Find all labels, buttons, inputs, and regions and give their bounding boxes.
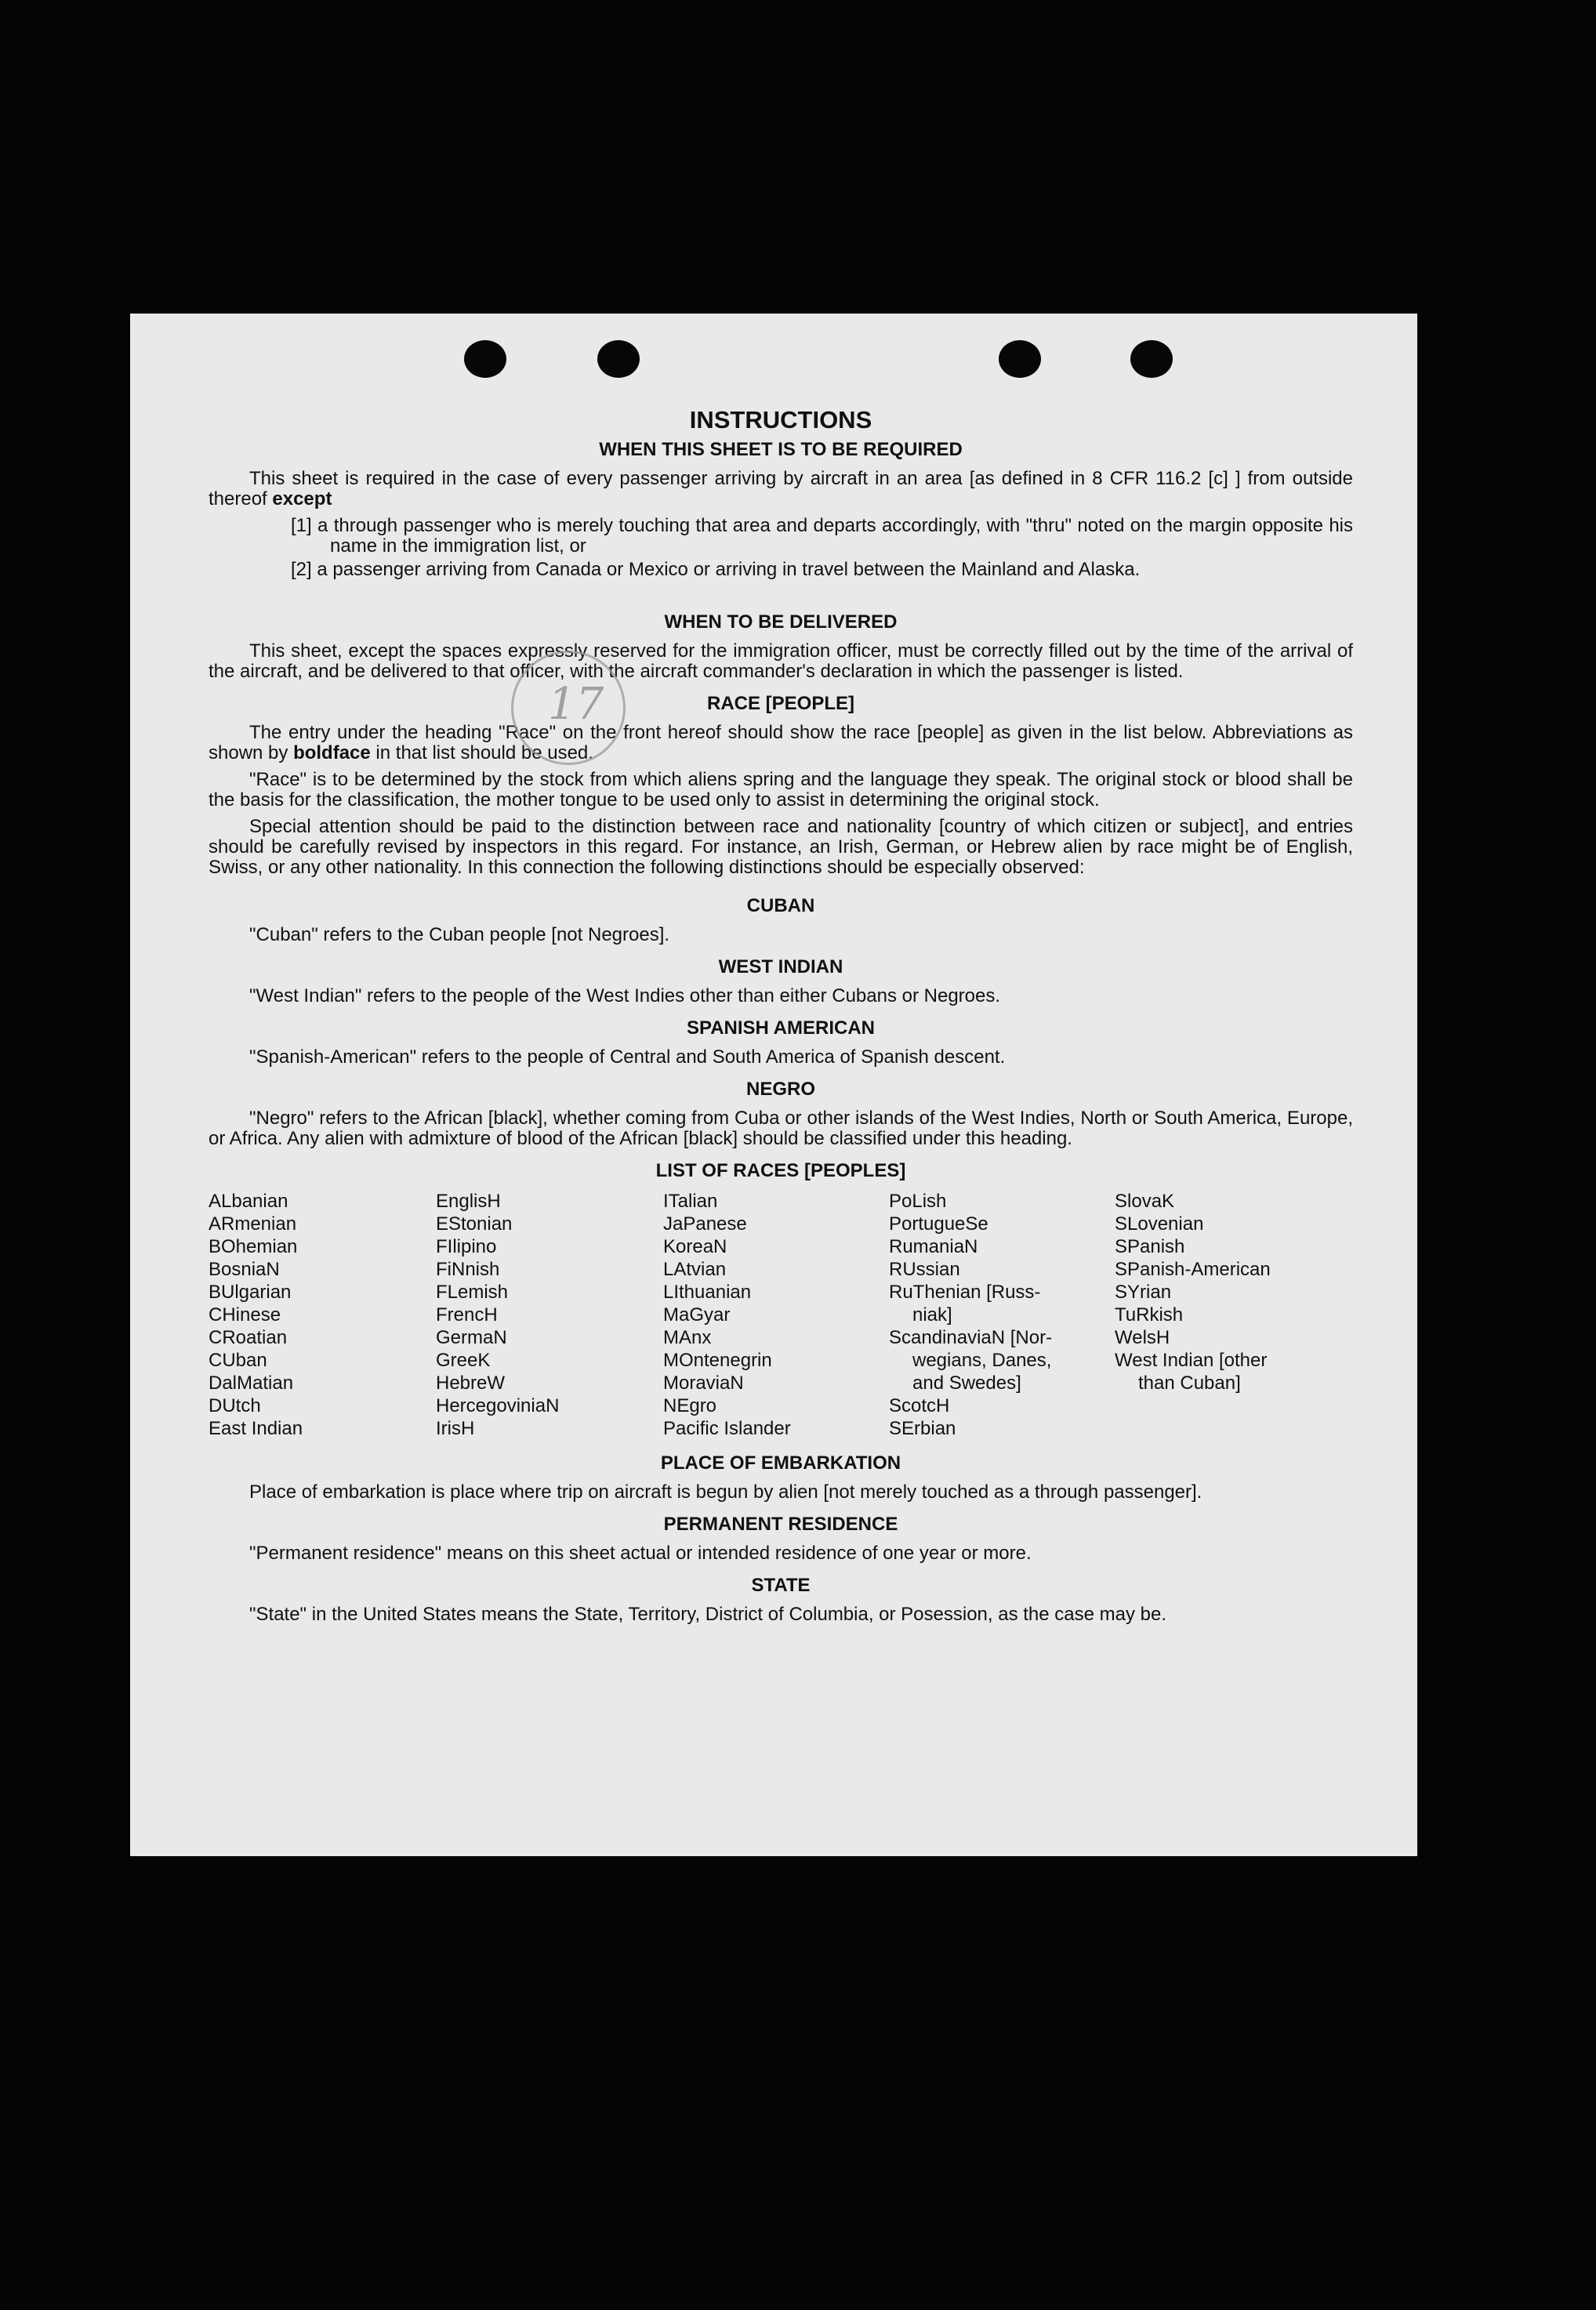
heading-required: WHEN THIS SHEET IS TO BE REQUIRED [599, 439, 963, 460]
race-entry: Pacific Islander [663, 1418, 791, 1439]
race-entry: TuRkish [1115, 1304, 1184, 1325]
race-entry: SLovenian [1115, 1213, 1204, 1235]
race-entry: FLemish [436, 1282, 509, 1303]
race-entry: HebreW [436, 1373, 506, 1394]
race-entry: niak] [912, 1304, 952, 1325]
races-column [436, 1190, 663, 1440]
race-entry: HercegoviniaN [436, 1395, 560, 1416]
negro-text: "Negro" refers to the African [black], whether coming from Cuba or other islands of the West Indies, North or South America, Europe, or Africa. Any alien with admixture of blood of the African [black] should be classified under this heading. [209, 1108, 1353, 1149]
punch-hole [1130, 340, 1173, 378]
heading-state: STATE [751, 1575, 811, 1596]
race-entry: LAtvian [663, 1259, 727, 1280]
embarkation-text: Place of embarkation is place where trip on aircraft is begun by alien [not merely touched as a through passenger]. [249, 1481, 1202, 1503]
races-column [1115, 1190, 1350, 1440]
cuban-text: "Cuban" refers to the Cuban people [not Negroes]. [249, 924, 670, 945]
race-entry: ITalian [663, 1191, 718, 1212]
heading-spanish-american: SPANISH AMERICAN [686, 1017, 875, 1039]
punch-hole [464, 340, 506, 378]
instruction-sheet [130, 314, 1417, 1856]
race-entry: SPanish-American [1115, 1259, 1271, 1280]
heading-embarkation: PLACE OF EMBARKATION [660, 1452, 901, 1474]
race-entry: than Cuban] [1138, 1373, 1241, 1394]
race-entry: JaPanese [663, 1213, 747, 1235]
race-entry: GermaN [436, 1327, 507, 1348]
race-entry: KoreaN [663, 1236, 727, 1257]
race-entry: IrisH [436, 1418, 475, 1439]
required-intro: This sheet is required in the case of every passenger arriving by aircraft in an area [as defined in 8 CFR 116.2 [c] ] from outside thereof except [209, 468, 1353, 510]
race-entry: NEgro [663, 1395, 717, 1416]
race-entry: ALbanian [209, 1191, 288, 1212]
race-entry: FrencH [436, 1304, 498, 1325]
race-entry: WelsH [1115, 1327, 1170, 1348]
race-entry: PortugueSe [889, 1213, 988, 1235]
heading-list-of-races: LIST OF RACES [PEOPLES] [655, 1160, 906, 1181]
heading-negro: NEGRO [745, 1079, 815, 1100]
race-entry: CHinese [209, 1304, 281, 1325]
race-entry: RuThenian [Russ- [889, 1282, 1041, 1303]
heading-race: RACE [PEOPLE] [706, 693, 854, 714]
circle-stamp [511, 651, 626, 765]
race-entry: East Indian [209, 1418, 303, 1439]
race-entry: and Swedes] [912, 1373, 1021, 1394]
heading-west-indian: WEST INDIAN [718, 956, 843, 977]
race-entry: BOhemian [209, 1236, 298, 1257]
race-entry: FIlipino [436, 1236, 497, 1257]
race-entry: DUtch [209, 1395, 261, 1416]
race-paragraph-1: The entry under the heading "Race" on the front hereof should show the race [people] as given in the list below. Abbreviations as shown by boldface in that list should be used. [209, 722, 1353, 763]
race-entry: EStonian [436, 1213, 513, 1235]
race-entry: EnglisH [436, 1191, 501, 1212]
west-indian-text: "West Indian" refers to the people of the West Indies other than either Cubans or Negroes. [249, 985, 1001, 1006]
race-entry: FiNnish [436, 1259, 500, 1280]
heading-cuban: CUBAN [746, 895, 815, 916]
race-entry: ScotcH [889, 1395, 950, 1416]
heading-delivered: WHEN TO BE DELIVERED [664, 611, 898, 633]
required-item-1: [1] a through passenger who is merely touching that area and departs accordingly, with "thru" noted on the margin opposite his name in the immigration list, or [291, 515, 1353, 557]
races-column [209, 1190, 436, 1440]
race-entry: GreeK [436, 1350, 491, 1371]
delivered-text: This sheet, except the spaces expressly reserved for the immigration officer, must be correctly filled out by the time of the arrival of the aircraft, and be delivered to that officer, with the aircraft commander's declaration in which the passenger is listed. [209, 640, 1353, 682]
race-entry: CUban [209, 1350, 267, 1371]
races-column [889, 1190, 1115, 1440]
race-entry: SErbian [889, 1418, 956, 1439]
race-entry: SYrian [1115, 1282, 1172, 1303]
race-entry: SPanish [1115, 1236, 1185, 1257]
state-text: "State" in the United States means the State, Territory, District of Columbia, or Posession, as the case may be. [249, 1604, 1167, 1625]
race-entry: SlovaK [1115, 1191, 1175, 1212]
races-list [209, 1190, 1353, 1440]
race-entry: BUlgarian [209, 1282, 292, 1303]
race-entry: MaGyar [663, 1304, 731, 1325]
race-entry: ARmenian [209, 1213, 297, 1235]
race-entry: ScandinaviaN [Nor- [889, 1327, 1053, 1348]
race-entry: wegians, Danes, [912, 1350, 1052, 1371]
stamp-number: 17 [548, 679, 604, 730]
page-title: INSTRUCTIONS [689, 406, 872, 433]
heading-residence: PERMANENT RESIDENCE [663, 1514, 898, 1535]
race-entry: West Indian [other [1115, 1350, 1268, 1371]
race-entry: MOntenegrin [663, 1350, 772, 1371]
race-entry: PoLish [889, 1191, 947, 1212]
punch-hole [597, 340, 640, 378]
residence-text: "Permanent residence" means on this sheet actual or intended residence of one year or more. [249, 1543, 1032, 1564]
spanish-american-text: "Spanish-American" refers to the people of Central and South America of Spanish descent. [249, 1046, 1006, 1068]
race-entry: RUssian [889, 1259, 960, 1280]
race-entry: RumaniaN [889, 1236, 978, 1257]
punch-hole [999, 340, 1041, 378]
race-paragraph-3: Special attention should be paid to the distinction between race and nationality [country of which citizen or subject], and entries should be carefully revised by inspectors in this regard. For instance, an Irish, German, or Hebrew alien by race might be of English, Swiss, or any other nationality. In this connection the following distinctions should be especially observed: [209, 816, 1353, 878]
race-entry: CRoatian [209, 1327, 288, 1348]
required-item-2: [2] a passenger arriving from Canada or Mexico or arriving in travel between the Mainland and Alaska. [291, 559, 1141, 580]
race-entry: LIthuanian [663, 1282, 752, 1303]
race-entry: DalMatian [209, 1373, 294, 1394]
race-entry: MoraviaN [663, 1373, 744, 1394]
race-entry: BosniaN [209, 1259, 280, 1280]
race-entry: MAnx [663, 1327, 712, 1348]
race-paragraph-2: "Race" is to be determined by the stock from which aliens spring and the language they speak. The original stock or blood shall be the basis for the classification, the mother tongue to be used only to assist in determining the original stock. [209, 769, 1353, 810]
races-column [663, 1190, 889, 1440]
